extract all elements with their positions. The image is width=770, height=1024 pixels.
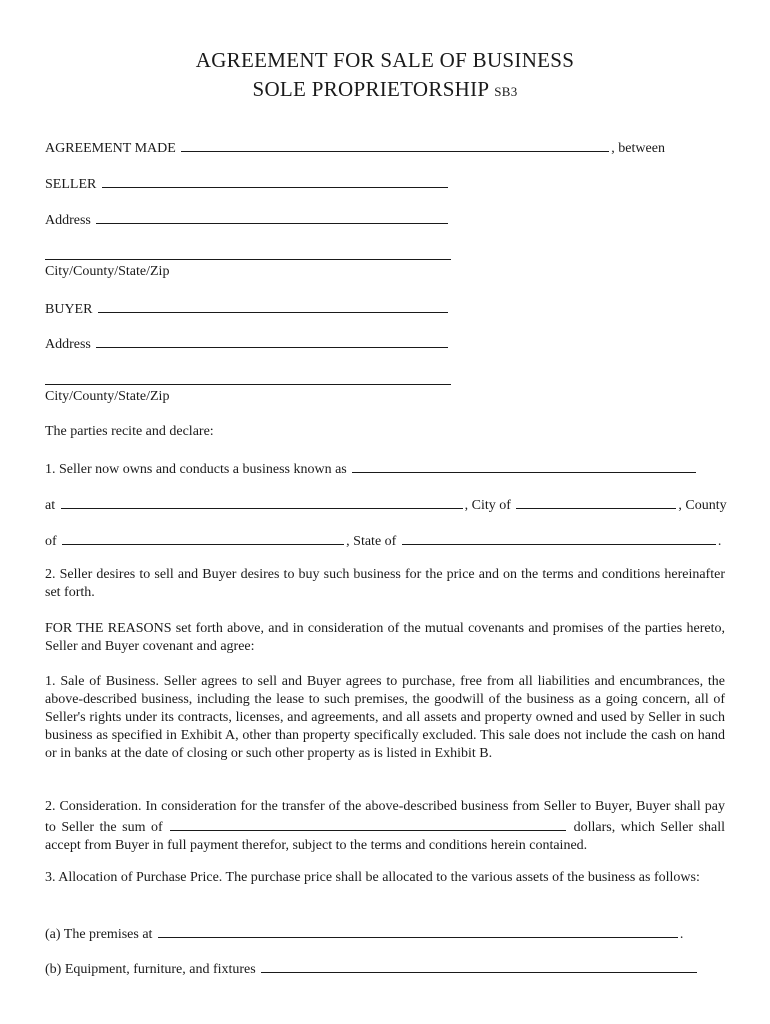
buyer-city-blank[interactable] <box>45 370 451 385</box>
consideration-text-1: 2. Consideration. In consideration for the transfer of the above-described business from Seller to Buyer, Buyer shall pay to Seller the sum of <box>45 799 725 835</box>
buyer-row <box>45 298 450 319</box>
allocation-a-end: . <box>679 927 684 942</box>
consideration-text-2: dollars, which <box>573 820 655 835</box>
seller-city-blank[interactable] <box>45 245 451 260</box>
form-code: SB3 <box>494 84 518 99</box>
business-name-blank[interactable] <box>352 458 696 473</box>
state-end: . <box>717 534 722 549</box>
agreement-date-blank[interactable] <box>181 137 609 152</box>
premises-blank[interactable] <box>158 923 678 938</box>
state-blank[interactable] <box>402 530 716 545</box>
item1-state-row <box>45 530 721 551</box>
seller-address-row <box>45 209 450 230</box>
allocation-paragraph: 3. Allocation of Purchase Price. The purchase price shall be allocated to the various assets of the business as follows: <box>45 870 700 885</box>
allocation-a-label: (a) The premises at <box>45 927 153 942</box>
purchase-sum-blank[interactable] <box>170 816 566 831</box>
between-label: , between <box>611 141 665 156</box>
seller-label: SELLER <box>45 177 97 192</box>
title-line-1: AGREEMENT FOR SALE OF BUSINESS <box>195 48 575 72</box>
recite-row <box>45 423 214 441</box>
item1-location-row <box>45 494 727 515</box>
consideration-text-3: Seller shall accept from Buyer in full payment therefor, subject to the terms and conditions herein contained. <box>45 820 726 853</box>
state-of-label: , State of <box>346 534 397 549</box>
seller-address-blank[interactable] <box>96 209 448 224</box>
buyer-label: BUYER <box>45 302 93 317</box>
reasons-paragraph: FOR THE REASONS set forth above, and in consideration of the mutual covenants and promises of the parties hereto, Seller and Buyer covenant and agree: <box>45 621 725 654</box>
sale-of-business-paragraph: 1. Sale of Business. Seller agrees to sell and Buyer agrees to purchase, free from all liabilities and encumbrances, the above-described business, including the lease to such premises, the goodwill of the business as a going concern, all of Seller's rights under its contracts, licenses, and agreements, and all assets and property owned and used by Seller in such business as specified in Exhibit A, other than property specifically excluded. This sale does not include the cash on hand or in banks at the date of closing or such other property as is listed in Exhibit B. <box>45 674 725 761</box>
business-address-blank[interactable] <box>61 494 463 509</box>
allocation-a-row <box>45 923 683 944</box>
buyer-address-row <box>45 333 450 354</box>
allocation-b-label: (b) Equipment, furniture, and fixtures <box>45 962 256 977</box>
agreement-made-row <box>45 137 665 158</box>
recite-text: The parties recite and declare: <box>45 424 214 439</box>
seller-name-blank[interactable] <box>102 173 448 188</box>
title-line-2: SOLE PROPRIETORSHIP <box>252 77 489 101</box>
buyer-address-blank[interactable] <box>96 333 448 348</box>
allocation-b-row <box>45 958 699 979</box>
document-title <box>0 48 770 73</box>
buyer-city-label-row <box>45 388 169 406</box>
consideration-paragraph <box>45 798 725 855</box>
buyer-city-label: City/County/State/Zip <box>45 389 170 404</box>
city-of-label: , City of <box>464 498 511 513</box>
of-label: of <box>45 534 57 549</box>
item1-text: 1. Seller now owns and conducts a business known as <box>45 462 347 477</box>
buyer-address-label: Address <box>45 337 91 352</box>
equipment-blank[interactable] <box>261 958 697 973</box>
county-blank[interactable] <box>62 530 344 545</box>
item1-row <box>45 458 698 479</box>
seller-address-label: Address <box>45 213 91 228</box>
seller-city-label-row <box>45 263 169 281</box>
county-label: , County <box>678 498 727 513</box>
item2-paragraph: 2. Seller desires to sell and Buyer desires to buy such business for the price and on the terms and conditions hereinafter set forth. <box>45 567 725 600</box>
at-label: at <box>45 498 56 513</box>
document-subtitle <box>0 77 770 102</box>
city-blank[interactable] <box>516 494 676 509</box>
buyer-name-blank[interactable] <box>98 298 448 313</box>
agreement-made-label: AGREEMENT MADE <box>45 141 176 156</box>
seller-city-label: City/County/State/Zip <box>45 264 170 279</box>
seller-row <box>45 173 450 194</box>
